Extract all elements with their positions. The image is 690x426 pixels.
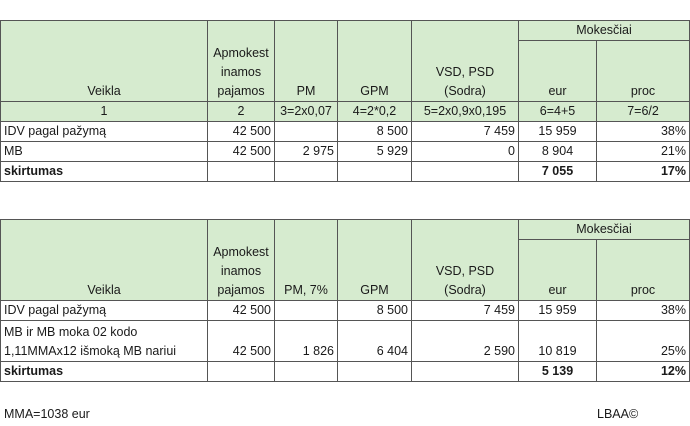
colnum: 3=2x0,07 <box>275 102 338 122</box>
cell: 12% <box>597 362 690 382</box>
cell: 2 590 <box>412 321 519 362</box>
header-pm: PM, 7% <box>275 220 338 301</box>
cell <box>275 122 338 142</box>
cell <box>412 162 519 182</box>
table-row <box>1 122 690 142</box>
cell: 5 929 <box>338 142 412 162</box>
cell: 0 <box>412 142 519 162</box>
cell: 8 500 <box>338 301 412 321</box>
column-numbers-row <box>1 102 690 122</box>
cell: 15 959 <box>519 301 597 321</box>
cell <box>338 162 412 182</box>
header-pajamos: Apmokest inamos pajamos <box>208 220 275 301</box>
cell: 42 500 <box>208 321 275 362</box>
total-row <box>1 162 690 182</box>
header-mokesciai: Mokesčiai <box>519 21 690 41</box>
cell <box>338 362 412 382</box>
header-pajamos: Apmokest inamos pajamos <box>208 21 275 102</box>
header-gpm: GPM <box>338 21 412 102</box>
table-row <box>1 321 690 362</box>
header-sodra: VSD, PSD (Sodra) <box>412 21 519 102</box>
cell: 10 819 <box>519 321 597 362</box>
cell: IDV pagal pažymą <box>1 122 208 142</box>
total-row <box>1 362 690 382</box>
header-proc: proc <box>597 41 690 102</box>
cell: 25% <box>597 321 690 362</box>
comparison-table-1 <box>0 20 690 182</box>
cell: 7 055 <box>519 162 597 182</box>
cell: IDV pagal pažymą <box>1 301 208 321</box>
colnum: 2 <box>208 102 275 122</box>
colnum: 6=4+5 <box>519 102 597 122</box>
cell: 8 904 <box>519 142 597 162</box>
table-row <box>1 301 690 321</box>
cell <box>275 301 338 321</box>
table-row <box>1 142 690 162</box>
cell: 7 459 <box>412 122 519 142</box>
header-eur: eur <box>519 240 597 301</box>
cell: 5 139 <box>519 362 597 382</box>
cell: 42 500 <box>208 122 275 142</box>
header-veikla: Veikla <box>1 220 208 301</box>
cell: skirtumas <box>1 362 208 382</box>
cell: 42 500 <box>208 301 275 321</box>
cell: 21% <box>597 142 690 162</box>
cell: 8 500 <box>338 122 412 142</box>
cell: 15 959 <box>519 122 597 142</box>
cell <box>275 162 338 182</box>
colnum: 1 <box>1 102 208 122</box>
colnum: 7=6/2 <box>597 102 690 122</box>
cell: 17% <box>597 162 690 182</box>
header-mokesciai: Mokesčiai <box>519 220 690 240</box>
cell: skirtumas <box>1 162 208 182</box>
comparison-table-2 <box>0 219 690 382</box>
brand-mark: LBAA© <box>597 407 639 421</box>
header-veikla: Veikla <box>1 21 208 102</box>
cell <box>208 162 275 182</box>
cell: 1 826 <box>275 321 338 362</box>
cell: 38% <box>597 301 690 321</box>
header-pm: PM <box>275 21 338 102</box>
cell: 38% <box>597 122 690 142</box>
header-proc: proc <box>597 240 690 301</box>
cell: MB <box>1 142 208 162</box>
cell: 2 975 <box>275 142 338 162</box>
colnum: 5=2x0,9x0,195 <box>412 102 519 122</box>
cell <box>412 362 519 382</box>
cell <box>275 362 338 382</box>
cell: 6 404 <box>338 321 412 362</box>
header-gpm: GPM <box>338 220 412 301</box>
cell <box>208 362 275 382</box>
colnum: 4=2*0,2 <box>338 102 412 122</box>
cell: MB ir MB moka 02 kodo 1,11MMAx12 išmoką MB nariui <box>1 321 208 362</box>
mma-note: MMA=1038 eur <box>4 407 90 421</box>
cell: 42 500 <box>208 142 275 162</box>
header-eur: eur <box>519 41 597 102</box>
cell: 7 459 <box>412 301 519 321</box>
header-sodra: VSD, PSD (Sodra) <box>412 220 519 301</box>
